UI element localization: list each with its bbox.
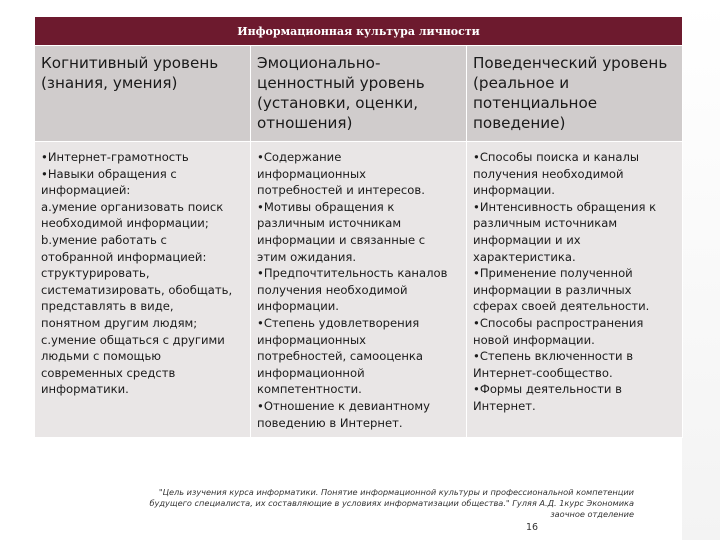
cell-line: людьми с помощью [41, 349, 162, 364]
cell-line: компетентности. [257, 382, 362, 397]
footer-line: будущего специалиста, их составляющие в условиях информатизации общества." Гуляя А.Д. 1курс Экономика [149, 498, 634, 508]
cell-line: информации в различных [473, 282, 632, 297]
cell-line: информации и связанные с [257, 232, 426, 247]
table-title: Информационная культура личности [35, 17, 683, 46]
header-line: (знания, умения) [41, 74, 178, 92]
header-line: (реальное и [473, 74, 570, 92]
top-band [0, 0, 720, 10]
header-line: (установки, оценки, [257, 94, 419, 112]
cell-line: информационной [257, 365, 365, 380]
cell-behavioral [467, 142, 683, 438]
cell-line: •Степень включенности в [473, 349, 634, 364]
footer-line: заочное отделение [550, 509, 634, 519]
header-line: ценностный уровень [257, 74, 425, 92]
header-cognitive [35, 46, 251, 142]
cell-line: •Навыки обращения с [41, 166, 177, 181]
cell-line: •Формы деятельности в [473, 382, 622, 397]
cell-line: Интернет. [473, 398, 536, 413]
cell-line: •Интенсивность обращения к [473, 199, 657, 214]
footer-line: "Цель изучения курса информатики. Понятие информационной культуры и профессиональной компетенции [158, 487, 634, 497]
info-culture-table [34, 16, 683, 438]
cell-line: •Отношение к девиантному [257, 398, 430, 413]
cell-line: информации и их [473, 232, 581, 247]
cell-emotional [251, 142, 467, 438]
cell-line: •Содержание [257, 150, 342, 164]
cell-line: информации. [257, 299, 339, 314]
cell-line: характеристика. [473, 249, 576, 264]
cell-line: необходимой информации; [41, 216, 209, 231]
cell-line: b.умение работать с [41, 232, 167, 247]
right-margin-shade [682, 0, 720, 540]
slide-footer-citation [108, 487, 634, 520]
cell-line: различным источникам [473, 216, 618, 231]
cell-line: Интернет-сообщество. [473, 365, 613, 380]
cell-line: •Способы распространения [473, 315, 644, 330]
cell-line: •Способы поиска и каналы [473, 150, 640, 164]
cell-line: получения необходимой [473, 166, 624, 181]
cell-line: •Применение полученной [473, 266, 633, 281]
cell-line: потребностей, самооценка [257, 349, 424, 364]
header-line: потенциальное [473, 94, 598, 112]
cell-line: c.умение общаться с другими [41, 332, 225, 347]
cell-line: информацией: [41, 183, 131, 198]
cell-line: этим ожидания. [257, 249, 357, 264]
header-line: Эмоционально- [257, 54, 381, 72]
cell-line: потребностей и интересов. [257, 183, 425, 198]
cell-line: a.умение организовать поиск [41, 199, 224, 214]
cell-line: поведению в Интернет. [257, 415, 403, 430]
header-line: поведение) [473, 114, 566, 132]
header-line: Поведенческий уровень [473, 54, 668, 72]
cell-line: представлять в виде, [41, 299, 174, 314]
header-behavioral [467, 46, 683, 142]
header-line: Когнитивный уровень [41, 54, 219, 72]
left-margin [0, 0, 34, 540]
cell-line: •Степень удовлетворения [257, 315, 420, 330]
cell-line: •Мотивы обращения к [257, 199, 395, 214]
cell-line: •Предпочтительность каналов [257, 266, 448, 281]
cell-line: современных средств [41, 365, 176, 380]
cell-line: информационных [257, 332, 367, 347]
header-emotional [251, 46, 467, 142]
cell-line: информатики. [41, 382, 129, 397]
cell-line: различным источникам [257, 216, 402, 231]
cell-line: •Интернет-грамотность [41, 150, 189, 164]
page-number: 16 [526, 522, 539, 533]
cell-line: новой информации. [473, 332, 595, 347]
cell-line: информации. [473, 183, 555, 198]
header-line: отношения) [257, 114, 353, 132]
cell-line: структурировать, [41, 266, 150, 281]
cell-line: сферах своей деятельности. [473, 299, 650, 314]
cell-line: систематизировать, обобщать, [41, 282, 233, 297]
cell-cognitive [35, 142, 251, 438]
cell-line: получения необходимой [257, 282, 408, 297]
cell-line: понятном другим людям; [41, 315, 198, 330]
cell-line: информационных [257, 166, 367, 181]
cell-line: отобранной информацией: [41, 249, 207, 264]
